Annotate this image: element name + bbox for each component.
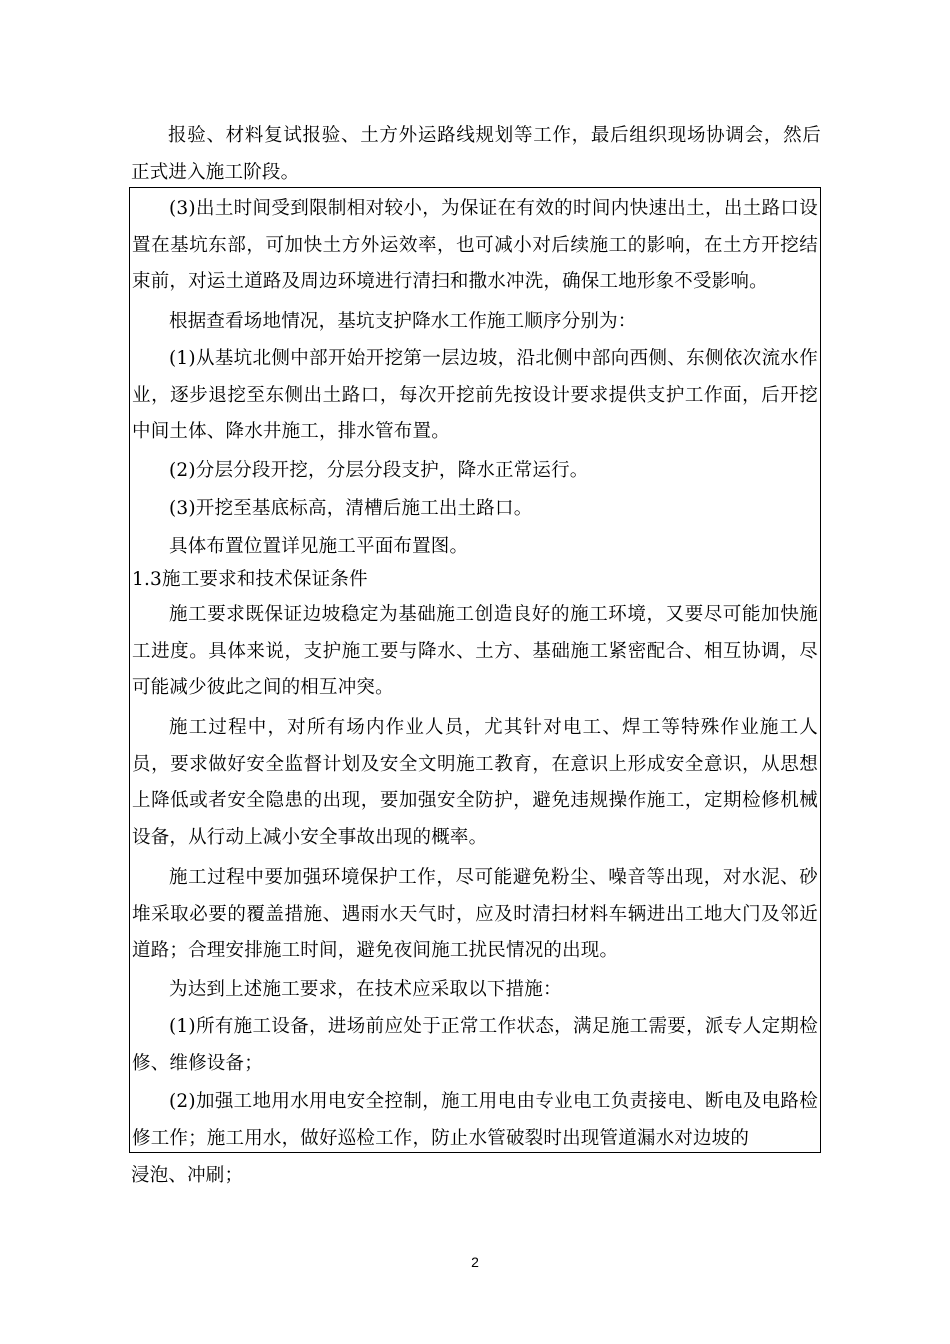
paragraph-step-3: (3)开挖至基底标高，清槽后施工出土路口。 — [169, 498, 533, 519]
paragraph-measures-intro: 为达到上述施工要求，在技术应采取以下措施： — [169, 979, 562, 1000]
section-heading: 1.3施工要求和技术保证条件 — [132, 569, 368, 590]
paragraph-measure-2: (2)加强工地用水用电安全控制，施工用电由专业电工负责接电、断电及电路检修工作；施工用水，做好巡检工作，防止水管破裂时出现管道漏水对边坡的 — [132, 1091, 818, 1149]
bordered-text-box — [129, 187, 821, 1153]
paragraph-environment: 施工过程中要加强环境保护工作，尽可能避免粉尘、噪音等出现，对水泥、砂堆采取必要的覆盖措施、遇雨水天气时，应及时清扫材料车辆进出工地大门及邻近道路；合理安排施工时间，避免夜间施工扰民情况的出现。 — [132, 867, 818, 961]
paragraph-measure-1: (1)所有施工设备，进场前应处于正常工作状态，满足施工需要，派专人定期检修、维修设备； — [132, 1016, 818, 1074]
paragraph-sequence-intro: 根据查看场地情况，基坑支护降水工作施工顺序分别为： — [169, 311, 637, 332]
paragraph-step-1: (1)从基坑北侧中部开始开挖第一层边坡，沿北侧中部向西侧、东侧依次流水作业，逐步退挖至东侧出土路口，每次开挖前先按设计要求提供支护工作面，后开挖中间土体、降水井施工，排水管布置。 — [132, 348, 818, 442]
paragraph-soil-exit: (3)出土时间受到限制相对较小，为保证在有效的时间内快速出土，出土路口设置在基坑东部，可加快土方外运效率，也可减小对后续施工的影响，在土方开挖结束前，对运土道路及周边环境进行清扫和撒水冲洗，确保工地形象不受影响。 — [132, 198, 818, 292]
intro-paragraph: 报验、材料复试报验、土方外运路线规划等工作，最后组织现场协调会，然后正式进入施工阶段。 — [131, 125, 821, 183]
paragraph-safety: 施工过程中，对所有场内作业人员，尤其针对电工、焊工等特殊作业施工人员，要求做好安全监督计划及安全文明施工教育，在意识上形成安全意识，从思想上降低或者安全隐患的出现，要加强安全防护，避免违规操作施工，定期检修机械设备，从行动上减小安全事故出现的概率。 — [132, 717, 818, 848]
continuation-text: 浸泡、冲刷； — [131, 1165, 244, 1186]
paragraph-requirements: 施工要求既保证边坡稳定为基础施工创造良好的施工环境，又要尽可能加快施工进度。具体来说，支护施工要与降水、土方、基础施工紧密配合、相互协调，尽可能减少彼此之间的相互冲突。 — [132, 604, 818, 698]
paragraph-step-2: (2)分层分段开挖，分层分段支护，降水正常运行。 — [169, 460, 589, 481]
paragraph-layout-note: 具体布置位置详见施工平面布置图。 — [169, 536, 469, 557]
page-number: 2 — [471, 1254, 479, 1270]
